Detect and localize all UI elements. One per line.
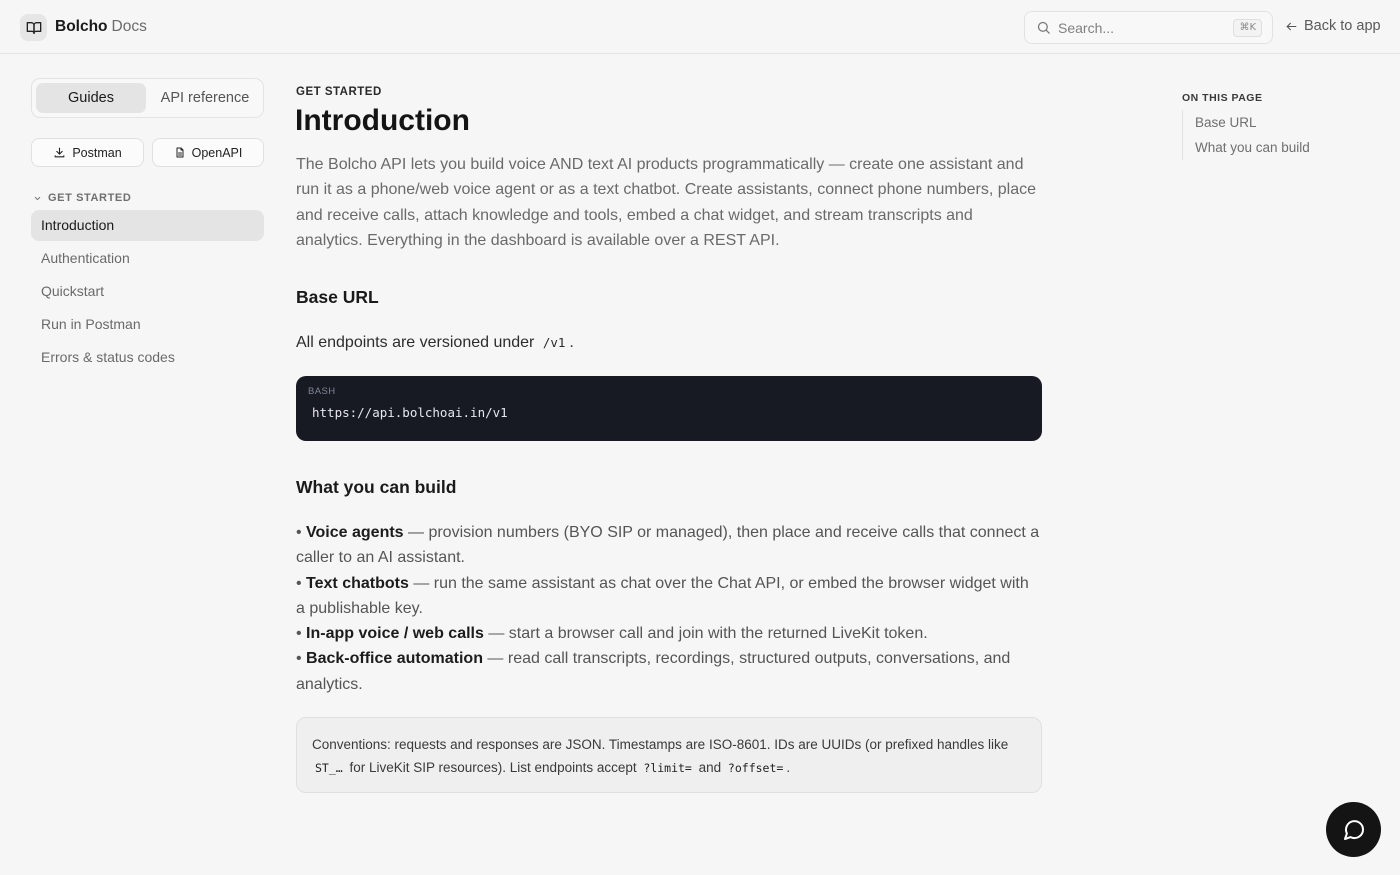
postman-download-button[interactable] xyxy=(31,138,144,167)
tab-guides[interactable]: Guides xyxy=(36,83,146,113)
callout-text-1: Conventions: requests and responses are JSON. Timestamps are ISO-8601. IDs are UUIDs (or prefixed handles like xyxy=(312,737,1009,752)
chat-button[interactable] xyxy=(1326,802,1381,857)
callout-text-3: and xyxy=(698,759,722,775)
openapi-label: OpenAPI xyxy=(191,145,243,160)
code-language-label: BASH xyxy=(308,386,336,397)
base-url-text: All endpoints are versioned under xyxy=(296,334,535,351)
sidebar-item-run-in-postman[interactable]: Run in Postman xyxy=(41,316,141,332)
file-icon xyxy=(174,146,186,159)
search-icon xyxy=(1036,20,1051,35)
brand-suffix: Docs xyxy=(111,18,147,35)
list-item: • Text chatbots — run the same assistant as chat over the Chat API, or embed the browser widget with a publishable key. xyxy=(296,574,1029,617)
conventions-callout xyxy=(296,717,1042,793)
tab-api-reference[interactable]: API reference xyxy=(160,90,250,106)
table-of-contents xyxy=(1182,110,1310,160)
docs-section-switch xyxy=(31,78,264,118)
base-url-paragraph xyxy=(296,334,574,352)
toc-title: ON THIS PAGE xyxy=(1182,92,1263,104)
toc-item-base-url[interactable]: Base URL xyxy=(1195,115,1257,130)
list-item-title: Back-office automation xyxy=(306,650,483,668)
code-block[interactable] xyxy=(296,376,1042,441)
base-url-heading: Base URL xyxy=(296,287,379,307)
version-code: /v1 xyxy=(542,335,566,350)
callout-code-offset: ?offset= xyxy=(727,760,784,775)
back-label: Back to app xyxy=(1304,18,1381,34)
callout-text-2: for LiveKit SIP resources). List endpoints accept xyxy=(349,759,637,775)
postman-label: Postman xyxy=(72,145,122,160)
code-content: https://api.bolchoai.in/v1 xyxy=(312,405,508,420)
list-item-title: Text chatbots xyxy=(306,574,409,592)
chevron-down-icon xyxy=(33,194,42,203)
sidebar-item-quickstart[interactable]: Quickstart xyxy=(41,283,105,299)
callout-text-4: . xyxy=(786,759,791,775)
nav-section-title: GET STARTED xyxy=(48,192,132,204)
sidebar-item-errors[interactable]: Errors & status codes xyxy=(41,349,175,365)
sidebar-item-authentication[interactable]: Authentication xyxy=(41,250,130,266)
download-icon xyxy=(53,146,66,159)
list-item-text: — provision numbers (BYO SIP or managed), then place and receive calls that connect a caller to an AI assistant. xyxy=(296,524,1040,567)
intro-paragraph: The Bolcho API lets you build voice AND text AI products programmatically — create one assistant and run it as a phone/web voice agent or as a text chatbot. Create assistants, connect phone numbers, place and receive calls, attach knowledge and tools, embed a chat widget, and stream transcripts and analytics. Everything in the dashboard is available over a REST API. xyxy=(296,156,1036,249)
search-placeholder: Search... xyxy=(1058,20,1115,36)
sidebar-item-introduction[interactable]: Introduction xyxy=(31,210,264,241)
openapi-download-button[interactable] xyxy=(152,138,264,167)
search-input[interactable] xyxy=(1024,11,1273,44)
toc-item-what-you-can-build[interactable]: What you can build xyxy=(1195,140,1310,155)
feature-list xyxy=(296,520,1041,697)
callout-code-limit: ?limit= xyxy=(643,760,692,775)
top-bar xyxy=(0,0,1400,54)
list-item: • Back-office automation — read call transcripts, recordings, structured outputs, conversations, and analytics. xyxy=(296,650,1011,693)
what-you-can-build-heading: What you can build xyxy=(296,477,457,497)
chat-bubble-icon xyxy=(1342,818,1366,842)
list-item: • Voice agents — provision numbers (BYO SIP or managed), then place and receive calls that connect a caller to an AI assistant. xyxy=(296,524,1040,567)
back-to-app-link[interactable] xyxy=(1285,18,1381,34)
search-shortcut: ⌘K xyxy=(1233,19,1262,37)
nav-section-get-started[interactable] xyxy=(33,192,131,204)
list-item-title: In-app voice / web calls xyxy=(306,625,484,643)
brand[interactable] xyxy=(55,18,147,36)
book-open-icon xyxy=(26,20,42,36)
callout-code-prefix: ST_… xyxy=(315,760,343,775)
list-item-title: Voice agents xyxy=(306,524,404,541)
logo[interactable] xyxy=(20,14,47,41)
brand-name: Bolcho xyxy=(55,18,108,35)
list-item-text: — start a browser call and join with the returned LiveKit token. xyxy=(483,625,928,643)
page-eyebrow: GET STARTED xyxy=(296,86,382,98)
page-title: Introduction xyxy=(295,104,470,137)
list-item-text: — run the same assistant as chat over the Chat API, or embed the browser widget with a publishable key. xyxy=(296,574,1029,617)
list-item-text: — read call transcripts, recordings, structured outputs, conversations, and analytics. xyxy=(296,650,1011,693)
base-url-period: . xyxy=(569,334,574,351)
list-item: • In-app voice / web calls — start a browser call and join with the returned LiveKit token. xyxy=(296,625,928,643)
arrow-left-icon xyxy=(1285,20,1298,33)
